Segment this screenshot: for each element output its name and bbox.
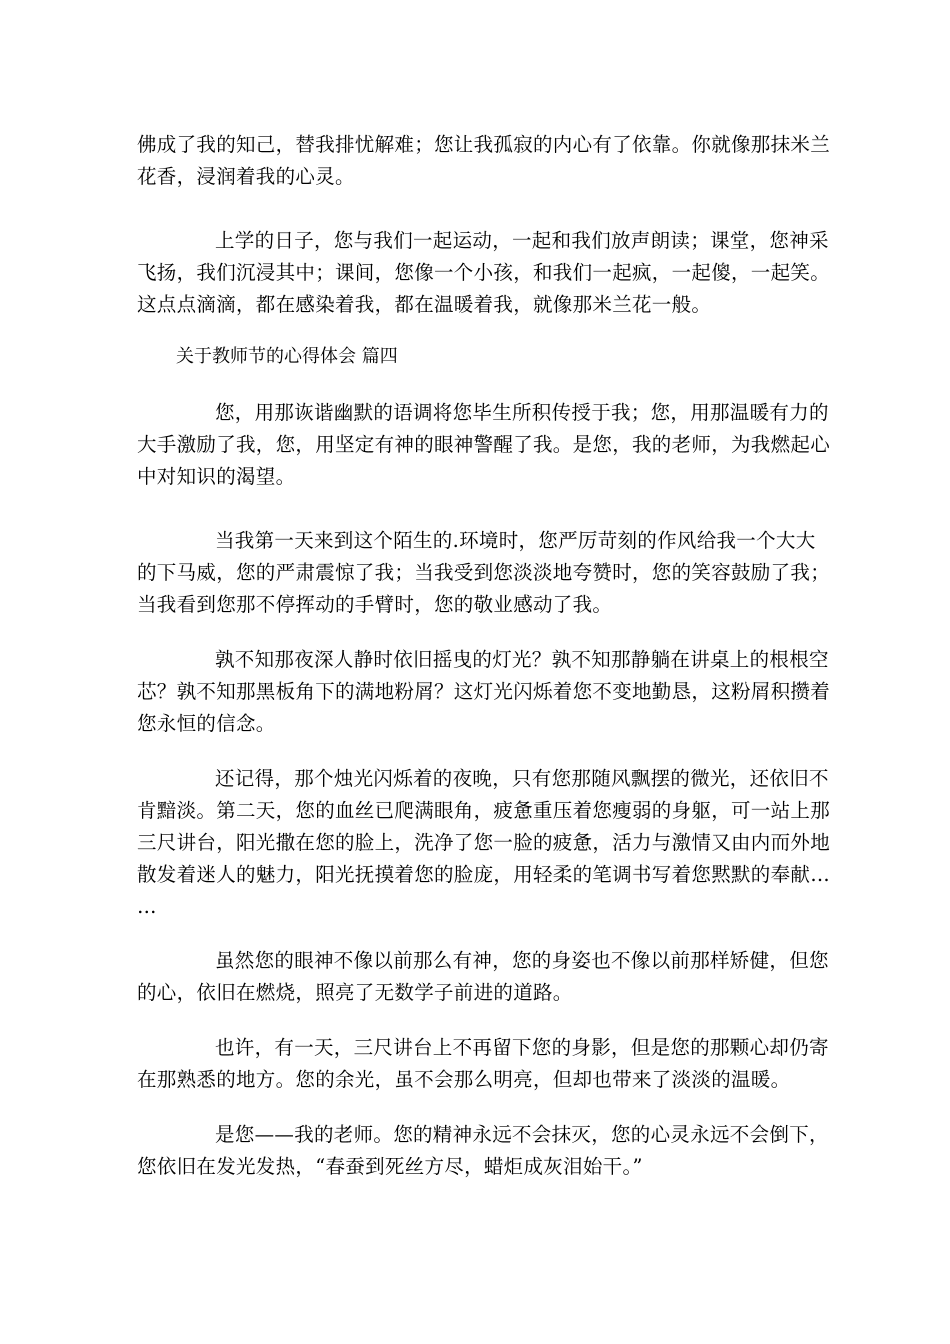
- text-line: 您，用那诙谐幽默的语调将您毕生所积传授于我；您，用那温暖有力的: [215, 401, 829, 424]
- text-line: 在那熟悉的地方。您的余光，虽不会那么明亮，但却也带来了淡淡的温暖。: [137, 1068, 791, 1091]
- paragraph-humor: [137, 397, 831, 493]
- text-line: 当我第一天来到这个陌生的.环境时，您严厉苛刻的作风给我一个大大: [215, 529, 816, 552]
- section-heading: 关于教师节的心得体会 篇四: [176, 346, 398, 367]
- text-line: 是您——我的老师。您的精神永远不会抹灭，您的心灵永远不会倒下，: [215, 1123, 829, 1146]
- text-line: 肯黯淡。第二天，您的血丝已爬满眼角，疲惫重压着您瘦弱的身躯，可一站上那: [137, 799, 831, 822]
- text-line: 您永恒的信念。: [137, 712, 276, 735]
- text-line: 大手激励了我，您，用坚定有神的眼神警醒了我。是您，我的老师，为我燃起心: [137, 433, 831, 456]
- text-line: 的下马威，您的严肃震惊了我；当我受到您淡淡地夸赞时，您的笑容鼓励了我；: [137, 561, 831, 584]
- text-line: 您依旧在发光发热，“春蚕到死丝方尽，蜡炬成灰泪始干。”: [137, 1155, 643, 1178]
- text-line: 这点点滴滴，都在感染着我，都在温暖着我，就像那米兰花一般。: [137, 293, 712, 316]
- paragraph-first-day: [137, 525, 831, 621]
- paragraph-someday: [137, 1032, 829, 1096]
- paragraph-still-burning: [137, 945, 829, 1009]
- text-line: 中对知识的渴望。: [137, 465, 296, 488]
- paragraph-continuation: [137, 129, 831, 193]
- text-line: 芯？孰不知那黑板角下的满地粉屑？这灯光闪烁着您不变地勤恳，这粉屑积攒着: [137, 680, 831, 703]
- text-line: 还记得，那个烛光闪烁着的夜晚，只有您那随风飘摆的微光，还依旧不: [215, 767, 829, 790]
- paragraph-closing: [137, 1119, 829, 1183]
- text-line: 虽然您的眼神不像以前那么有神，您的身姿也不像以前那样矫健，但您: [215, 949, 829, 972]
- text-line: 佛成了我的知己，替我排忧解难；您让我孤寂的内心有了依靠。你就像那抹米兰: [137, 133, 831, 156]
- text-line: 飞扬，我们沉浸其中；课间，您像一个小孩，和我们一起疯，一起傻，一起笑。: [137, 261, 831, 284]
- paragraph-school-days: [137, 225, 831, 321]
- paragraph-lamp: [137, 644, 831, 740]
- text-line: 上学的日子，您与我们一起运动，一起和我们放声朗读；课堂，您神采: [215, 229, 829, 252]
- text-line: 花香，浸润着我的心灵。: [137, 165, 355, 188]
- text-line: 孰不知那夜深人静时依旧摇曳的灯光？孰不知那静躺在讲桌上的根根空: [215, 648, 829, 671]
- text-line: 三尺讲台，阳光撒在您的脸上，洗净了您一脸的疲惫，活力与激情又由内而外地: [137, 831, 831, 854]
- paragraph-candlelight: [137, 763, 831, 923]
- text-line: 当我看到您那不停挥动的手臂时，您的敬业感动了我。: [137, 593, 613, 616]
- text-line: 也许，有一天，三尺讲台上不再留下您的身影，但是您的那颗心却仍寄: [215, 1036, 829, 1059]
- text-line: 的心，依旧在燃烧，照亮了无数学子前进的道路。: [137, 981, 573, 1004]
- text-line: 散发着迷人的魅力，阳光抚摸着您的脸庞，用轻柔的笔调书写着您黙默的奉献…: [137, 863, 831, 886]
- text-line: …: [137, 895, 157, 918]
